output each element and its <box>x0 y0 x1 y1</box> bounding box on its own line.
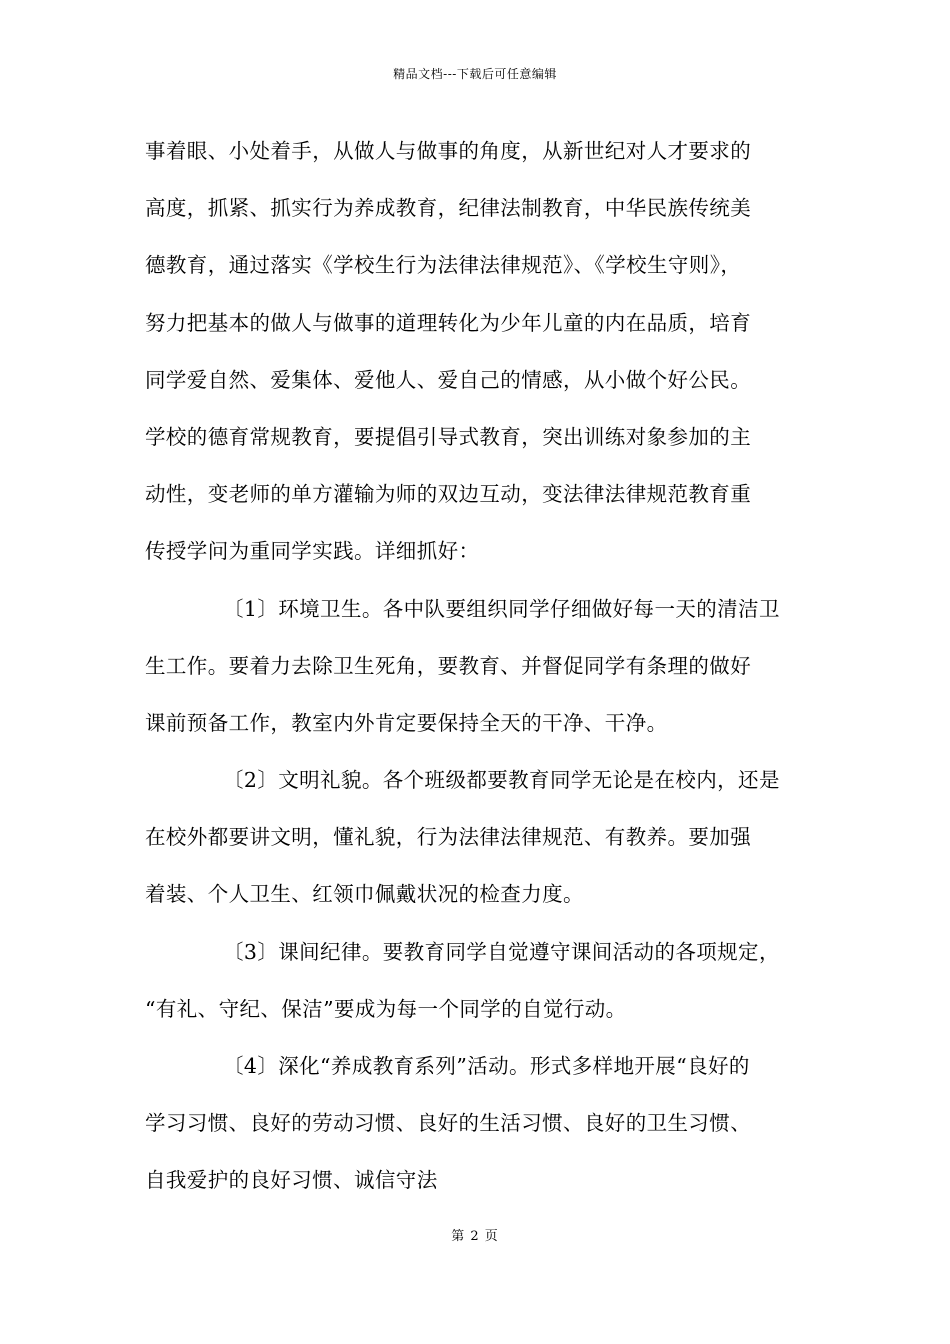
body-line: 自我爱护的良好习惯、诚信守法 <box>145 1168 438 1193</box>
document-body <box>145 132 815 1219</box>
body-line: 同学爱自然、爱集体、爱他人、爱自己的情感，从小做个好公民。 <box>145 367 752 392</box>
paragraph-item-1-start: 〔1〕环境卫生。各中队要组织同学仔细做好每一天的清洁卫 <box>223 596 780 621</box>
page-header: 精品文档---下载后可任意编辑 <box>393 67 557 81</box>
body-line: 学校的德育常规教育，要提倡引导式教育，突出训练对象参加的主 <box>145 424 752 449</box>
body-line: 课前预备工作，教室内外肯定要保持全天的干净、干净。 <box>145 710 668 735</box>
body-line: 事着眼、小处着手，从做人与做事的角度，从新世纪对人才要求的 <box>145 139 752 163</box>
body-line: 在校外都要讲文明，懂礼貌，行为法律法律规范、有教养。要加强 <box>145 825 752 850</box>
body-line: 努力把基本的做人与做事的道理转化为少年儿童的内在品质，培育 <box>145 310 752 335</box>
paragraph-item-2-start: 〔2〕文明礼貌。各个班级都要教育同学无论是在校内，还是 <box>223 768 780 793</box>
page-number: 第 2 页 <box>451 1229 499 1244</box>
paragraph-item-3-start: 〔3〕课间纪律。要教育同学自觉遵守课间活动的各项规定， <box>223 939 780 964</box>
body-line: 动性，变老师的单方灌输为师的双边互动，变法律法律规范教育重 <box>145 482 752 507</box>
paragraph-item-4-start: 〔4〕深化“养成教育系列”活动。形式多样地开展“良好的 <box>223 1054 750 1078</box>
body-line: 德教育，通过落实《学校生行为法律法律规范》、《学校生守则》， <box>145 253 742 278</box>
body-line: “有礼、守纪、保洁”要成为每一个同学的自觉行动。 <box>145 996 627 1021</box>
body-line: 着装、个人卫生、红领巾佩戴状况的检查力度。 <box>145 882 584 907</box>
body-line: 高度，抓紧、抓实行为养成教育，纪律法制教育，中华民族传统美 <box>145 196 752 221</box>
body-line: 传授学问为重同学实践。详细抓好： <box>145 539 480 564</box>
body-line: 学习习惯、良好的劳动习惯、良好的生活习惯、良好的卫生习惯、 <box>145 1111 752 1136</box>
body-line: 生工作。要着力去除卫生死角，要教育、并督促同学有条理的做好 <box>145 653 752 678</box>
